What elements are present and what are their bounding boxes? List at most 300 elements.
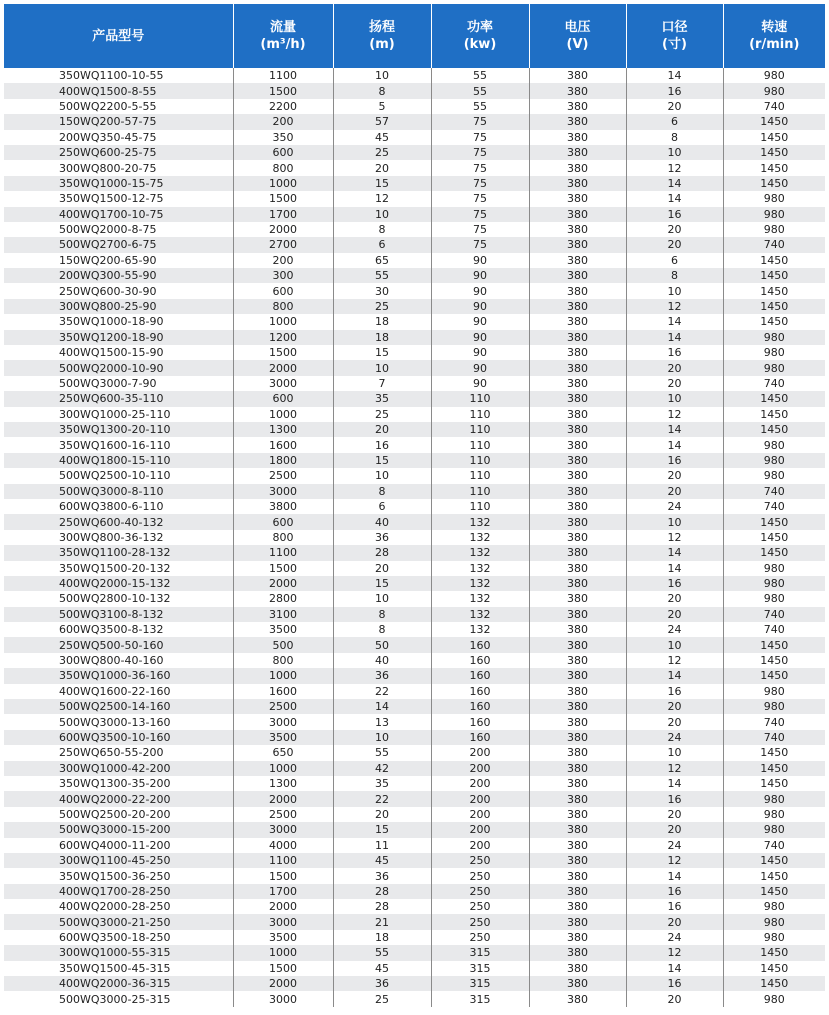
cell-head: 8 bbox=[333, 622, 431, 637]
cell-voltage: 380 bbox=[529, 160, 626, 175]
cell-head: 25 bbox=[333, 991, 431, 1006]
cell-caliber: 14 bbox=[626, 868, 723, 883]
cell-head: 21 bbox=[333, 914, 431, 929]
cell-caliber: 14 bbox=[626, 191, 723, 206]
cell-speed: 1450 bbox=[723, 422, 825, 437]
cell-flow: 3000 bbox=[233, 991, 333, 1006]
cell-flow: 1000 bbox=[233, 945, 333, 960]
cell-voltage: 380 bbox=[529, 930, 626, 945]
cell-flow: 300 bbox=[233, 268, 333, 283]
table-row bbox=[4, 622, 825, 637]
cell-power: 75 bbox=[431, 114, 529, 129]
cell-power: 90 bbox=[431, 283, 529, 298]
cell-caliber: 24 bbox=[626, 730, 723, 745]
cell-flow: 4000 bbox=[233, 838, 333, 853]
cell-power: 160 bbox=[431, 699, 529, 714]
cell-head: 20 bbox=[333, 160, 431, 175]
cell-model: 250WQ650-55-200 bbox=[4, 745, 233, 760]
cell-caliber: 12 bbox=[626, 761, 723, 776]
cell-flow: 800 bbox=[233, 160, 333, 175]
cell-model: 350WQ1000-15-75 bbox=[4, 176, 233, 191]
cell-head: 36 bbox=[333, 976, 431, 991]
cell-model: 400WQ1800-15-110 bbox=[4, 453, 233, 468]
cell-voltage: 380 bbox=[529, 745, 626, 760]
table-row bbox=[4, 468, 825, 483]
pump-spec-table bbox=[4, 4, 825, 1007]
cell-caliber: 10 bbox=[626, 637, 723, 652]
cell-speed: 980 bbox=[723, 330, 825, 345]
cell-speed: 980 bbox=[723, 591, 825, 606]
header-caliber-unit: (寸) bbox=[662, 37, 687, 52]
cell-caliber: 20 bbox=[626, 360, 723, 375]
cell-head: 10 bbox=[333, 591, 431, 606]
cell-model: 350WQ1000-36-160 bbox=[4, 668, 233, 683]
cell-speed: 1450 bbox=[723, 668, 825, 683]
cell-voltage: 380 bbox=[529, 237, 626, 252]
header-row bbox=[4, 4, 825, 68]
table-row bbox=[4, 360, 825, 375]
cell-caliber: 20 bbox=[626, 607, 723, 622]
cell-power: 90 bbox=[431, 330, 529, 345]
cell-voltage: 380 bbox=[529, 114, 626, 129]
cell-flow: 1700 bbox=[233, 207, 333, 222]
cell-head: 36 bbox=[333, 530, 431, 545]
cell-model: 500WQ3000-21-250 bbox=[4, 914, 233, 929]
cell-voltage: 380 bbox=[529, 868, 626, 883]
header-voltage-unit: (V) bbox=[566, 37, 589, 52]
cell-caliber: 10 bbox=[626, 391, 723, 406]
cell-voltage: 380 bbox=[529, 314, 626, 329]
cell-model: 500WQ3000-8-110 bbox=[4, 484, 233, 499]
cell-voltage: 380 bbox=[529, 991, 626, 1006]
cell-head: 28 bbox=[333, 899, 431, 914]
table-row bbox=[4, 899, 825, 914]
cell-power: 132 bbox=[431, 576, 529, 591]
cell-speed: 980 bbox=[723, 791, 825, 806]
table-row bbox=[4, 745, 825, 760]
table-row bbox=[4, 253, 825, 268]
cell-voltage: 380 bbox=[529, 176, 626, 191]
cell-power: 250 bbox=[431, 868, 529, 883]
cell-flow: 3500 bbox=[233, 730, 333, 745]
cell-speed: 980 bbox=[723, 807, 825, 822]
cell-speed: 1450 bbox=[723, 868, 825, 883]
cell-head: 15 bbox=[333, 176, 431, 191]
cell-head: 6 bbox=[333, 237, 431, 252]
cell-power: 90 bbox=[431, 314, 529, 329]
cell-caliber: 20 bbox=[626, 991, 723, 1006]
header-head bbox=[333, 4, 431, 68]
cell-head: 10 bbox=[333, 730, 431, 745]
cell-speed: 1450 bbox=[723, 637, 825, 652]
cell-power: 90 bbox=[431, 253, 529, 268]
cell-model: 400WQ1700-28-250 bbox=[4, 884, 233, 899]
table-row bbox=[4, 376, 825, 391]
cell-voltage: 380 bbox=[529, 437, 626, 452]
cell-power: 160 bbox=[431, 714, 529, 729]
cell-caliber: 16 bbox=[626, 576, 723, 591]
cell-speed: 740 bbox=[723, 499, 825, 514]
cell-power: 315 bbox=[431, 976, 529, 991]
cell-flow: 600 bbox=[233, 283, 333, 298]
cell-voltage: 380 bbox=[529, 130, 626, 145]
cell-power: 132 bbox=[431, 607, 529, 622]
table-row bbox=[4, 868, 825, 883]
cell-power: 110 bbox=[431, 422, 529, 437]
cell-head: 8 bbox=[333, 83, 431, 98]
cell-model: 300WQ1000-42-200 bbox=[4, 761, 233, 776]
table-row bbox=[4, 530, 825, 545]
cell-flow: 3000 bbox=[233, 914, 333, 929]
cell-flow: 1500 bbox=[233, 345, 333, 360]
cell-speed: 980 bbox=[723, 822, 825, 837]
cell-power: 132 bbox=[431, 514, 529, 529]
cell-head: 6 bbox=[333, 499, 431, 514]
table-row bbox=[4, 607, 825, 622]
cell-voltage: 380 bbox=[529, 283, 626, 298]
cell-head: 5 bbox=[333, 99, 431, 114]
table-row bbox=[4, 545, 825, 560]
cell-caliber: 6 bbox=[626, 253, 723, 268]
table-row bbox=[4, 130, 825, 145]
cell-voltage: 380 bbox=[529, 668, 626, 683]
cell-flow: 2000 bbox=[233, 360, 333, 375]
cell-model: 350WQ1500-12-75 bbox=[4, 191, 233, 206]
cell-power: 110 bbox=[431, 484, 529, 499]
table-row bbox=[4, 699, 825, 714]
table-row bbox=[4, 314, 825, 329]
cell-caliber: 24 bbox=[626, 622, 723, 637]
cell-speed: 980 bbox=[723, 684, 825, 699]
cell-flow: 3800 bbox=[233, 499, 333, 514]
cell-head: 13 bbox=[333, 714, 431, 729]
table-row bbox=[4, 914, 825, 929]
header-caliber bbox=[626, 4, 723, 68]
table-row bbox=[4, 68, 825, 83]
table-row bbox=[4, 207, 825, 222]
cell-caliber: 14 bbox=[626, 545, 723, 560]
cell-model: 500WQ3000-25-315 bbox=[4, 991, 233, 1006]
cell-model: 500WQ2000-10-90 bbox=[4, 360, 233, 375]
cell-power: 75 bbox=[431, 145, 529, 160]
cell-power: 160 bbox=[431, 637, 529, 652]
cell-caliber: 14 bbox=[626, 561, 723, 576]
cell-flow: 1500 bbox=[233, 868, 333, 883]
table-row bbox=[4, 684, 825, 699]
cell-head: 30 bbox=[333, 283, 431, 298]
table-row bbox=[4, 514, 825, 529]
cell-speed: 1450 bbox=[723, 253, 825, 268]
cell-flow: 200 bbox=[233, 114, 333, 129]
cell-caliber: 20 bbox=[626, 591, 723, 606]
cell-voltage: 380 bbox=[529, 607, 626, 622]
cell-power: 55 bbox=[431, 99, 529, 114]
table-row bbox=[4, 114, 825, 129]
cell-caliber: 12 bbox=[626, 853, 723, 868]
table-row bbox=[4, 853, 825, 868]
table-row bbox=[4, 807, 825, 822]
cell-head: 10 bbox=[333, 468, 431, 483]
cell-power: 75 bbox=[431, 160, 529, 175]
cell-model: 500WQ3000-7-90 bbox=[4, 376, 233, 391]
cell-voltage: 380 bbox=[529, 884, 626, 899]
table-row bbox=[4, 191, 825, 206]
cell-head: 15 bbox=[333, 345, 431, 360]
cell-model: 500WQ2500-10-110 bbox=[4, 468, 233, 483]
cell-caliber: 10 bbox=[626, 283, 723, 298]
cell-power: 315 bbox=[431, 961, 529, 976]
table-row bbox=[4, 637, 825, 652]
cell-model: 600WQ4000-11-200 bbox=[4, 838, 233, 853]
cell-flow: 3000 bbox=[233, 822, 333, 837]
cell-caliber: 20 bbox=[626, 807, 723, 822]
cell-speed: 1450 bbox=[723, 776, 825, 791]
cell-voltage: 380 bbox=[529, 637, 626, 652]
cell-power: 75 bbox=[431, 176, 529, 191]
cell-speed: 980 bbox=[723, 191, 825, 206]
cell-power: 200 bbox=[431, 776, 529, 791]
cell-model: 400WQ1600-22-160 bbox=[4, 684, 233, 699]
cell-flow: 2500 bbox=[233, 699, 333, 714]
cell-caliber: 20 bbox=[626, 699, 723, 714]
cell-flow: 1200 bbox=[233, 330, 333, 345]
cell-voltage: 380 bbox=[529, 207, 626, 222]
cell-model: 150WQ200-57-75 bbox=[4, 114, 233, 129]
cell-speed: 1450 bbox=[723, 945, 825, 960]
cell-model: 600WQ3500-10-160 bbox=[4, 730, 233, 745]
header-caliber-label: 口径 bbox=[661, 20, 688, 35]
cell-flow: 800 bbox=[233, 653, 333, 668]
table-row bbox=[4, 730, 825, 745]
cell-speed: 1450 bbox=[723, 299, 825, 314]
cell-model: 250WQ600-30-90 bbox=[4, 283, 233, 298]
cell-caliber: 8 bbox=[626, 268, 723, 283]
cell-head: 20 bbox=[333, 807, 431, 822]
cell-head: 42 bbox=[333, 761, 431, 776]
table-row bbox=[4, 884, 825, 899]
cell-caliber: 20 bbox=[626, 822, 723, 837]
cell-caliber: 24 bbox=[626, 838, 723, 853]
cell-voltage: 380 bbox=[529, 299, 626, 314]
cell-head: 15 bbox=[333, 576, 431, 591]
cell-flow: 1000 bbox=[233, 314, 333, 329]
cell-flow: 1500 bbox=[233, 961, 333, 976]
cell-power: 75 bbox=[431, 222, 529, 237]
cell-model: 500WQ2500-14-160 bbox=[4, 699, 233, 714]
table-row bbox=[4, 945, 825, 960]
cell-model: 300WQ800-40-160 bbox=[4, 653, 233, 668]
cell-voltage: 380 bbox=[529, 253, 626, 268]
cell-voltage: 380 bbox=[529, 330, 626, 345]
cell-power: 200 bbox=[431, 807, 529, 822]
cell-model: 300WQ800-20-75 bbox=[4, 160, 233, 175]
cell-head: 65 bbox=[333, 253, 431, 268]
cell-speed: 1450 bbox=[723, 314, 825, 329]
cell-caliber: 14 bbox=[626, 176, 723, 191]
cell-voltage: 380 bbox=[529, 360, 626, 375]
cell-caliber: 20 bbox=[626, 468, 723, 483]
cell-model: 500WQ2000-8-75 bbox=[4, 222, 233, 237]
cell-head: 7 bbox=[333, 376, 431, 391]
cell-head: 45 bbox=[333, 961, 431, 976]
cell-voltage: 380 bbox=[529, 791, 626, 806]
cell-voltage: 380 bbox=[529, 853, 626, 868]
header-flow bbox=[233, 4, 333, 68]
pump-spec-table-container bbox=[4, 4, 825, 1007]
cell-voltage: 380 bbox=[529, 99, 626, 114]
cell-flow: 2000 bbox=[233, 791, 333, 806]
cell-voltage: 380 bbox=[529, 145, 626, 160]
table-row bbox=[4, 176, 825, 191]
table-row bbox=[4, 961, 825, 976]
cell-head: 15 bbox=[333, 822, 431, 837]
cell-speed: 1450 bbox=[723, 407, 825, 422]
cell-model: 500WQ3000-15-200 bbox=[4, 822, 233, 837]
cell-head: 8 bbox=[333, 607, 431, 622]
table-header bbox=[4, 4, 825, 68]
cell-voltage: 380 bbox=[529, 976, 626, 991]
cell-voltage: 380 bbox=[529, 407, 626, 422]
cell-speed: 740 bbox=[723, 714, 825, 729]
cell-voltage: 380 bbox=[529, 530, 626, 545]
cell-head: 57 bbox=[333, 114, 431, 129]
cell-power: 132 bbox=[431, 545, 529, 560]
cell-speed: 980 bbox=[723, 345, 825, 360]
cell-voltage: 380 bbox=[529, 268, 626, 283]
cell-power: 90 bbox=[431, 299, 529, 314]
cell-caliber: 14 bbox=[626, 68, 723, 83]
cell-head: 55 bbox=[333, 745, 431, 760]
cell-flow: 1000 bbox=[233, 407, 333, 422]
cell-caliber: 16 bbox=[626, 207, 723, 222]
cell-flow: 500 bbox=[233, 637, 333, 652]
table-row bbox=[4, 791, 825, 806]
cell-flow: 600 bbox=[233, 145, 333, 160]
cell-caliber: 16 bbox=[626, 345, 723, 360]
cell-model: 400WQ1500-8-55 bbox=[4, 83, 233, 98]
table-row bbox=[4, 561, 825, 576]
cell-model: 400WQ2000-36-315 bbox=[4, 976, 233, 991]
cell-speed: 1450 bbox=[723, 530, 825, 545]
cell-speed: 1450 bbox=[723, 514, 825, 529]
cell-model: 350WQ1300-20-110 bbox=[4, 422, 233, 437]
cell-model: 200WQ300-55-90 bbox=[4, 268, 233, 283]
cell-power: 250 bbox=[431, 930, 529, 945]
cell-model: 500WQ3100-8-132 bbox=[4, 607, 233, 622]
cell-head: 16 bbox=[333, 437, 431, 452]
cell-voltage: 380 bbox=[529, 422, 626, 437]
cell-power: 55 bbox=[431, 68, 529, 83]
table-row bbox=[4, 330, 825, 345]
cell-model: 500WQ2800-10-132 bbox=[4, 591, 233, 606]
cell-speed: 980 bbox=[723, 576, 825, 591]
cell-head: 36 bbox=[333, 868, 431, 883]
table-row bbox=[4, 345, 825, 360]
cell-voltage: 380 bbox=[529, 345, 626, 360]
cell-power: 160 bbox=[431, 653, 529, 668]
cell-flow: 3500 bbox=[233, 930, 333, 945]
header-voltage-label: 电压 bbox=[564, 20, 591, 35]
cell-flow: 1000 bbox=[233, 761, 333, 776]
cell-flow: 1000 bbox=[233, 176, 333, 191]
table-row bbox=[4, 407, 825, 422]
table-row bbox=[4, 222, 825, 237]
cell-head: 45 bbox=[333, 130, 431, 145]
cell-model: 350WQ1300-35-200 bbox=[4, 776, 233, 791]
cell-model: 300WQ800-36-132 bbox=[4, 530, 233, 545]
cell-voltage: 380 bbox=[529, 545, 626, 560]
cell-model: 600WQ3500-18-250 bbox=[4, 930, 233, 945]
cell-speed: 740 bbox=[723, 99, 825, 114]
cell-model: 600WQ3800-6-110 bbox=[4, 499, 233, 514]
cell-power: 110 bbox=[431, 499, 529, 514]
table-row bbox=[4, 991, 825, 1006]
cell-head: 10 bbox=[333, 68, 431, 83]
cell-caliber: 10 bbox=[626, 745, 723, 760]
cell-voltage: 380 bbox=[529, 68, 626, 83]
cell-power: 90 bbox=[431, 345, 529, 360]
cell-speed: 1450 bbox=[723, 961, 825, 976]
cell-head: 10 bbox=[333, 360, 431, 375]
cell-flow: 3000 bbox=[233, 484, 333, 499]
cell-caliber: 20 bbox=[626, 376, 723, 391]
cell-model: 350WQ1200-18-90 bbox=[4, 330, 233, 345]
cell-head: 11 bbox=[333, 838, 431, 853]
cell-head: 12 bbox=[333, 191, 431, 206]
cell-flow: 2200 bbox=[233, 99, 333, 114]
cell-flow: 1500 bbox=[233, 191, 333, 206]
cell-voltage: 380 bbox=[529, 453, 626, 468]
cell-caliber: 16 bbox=[626, 83, 723, 98]
cell-power: 160 bbox=[431, 684, 529, 699]
cell-power: 132 bbox=[431, 591, 529, 606]
header-speed bbox=[723, 4, 825, 68]
cell-speed: 740 bbox=[723, 622, 825, 637]
cell-flow: 200 bbox=[233, 253, 333, 268]
cell-speed: 740 bbox=[723, 376, 825, 391]
table-row bbox=[4, 145, 825, 160]
cell-model: 300WQ1000-55-315 bbox=[4, 945, 233, 960]
cell-model: 350WQ1500-45-315 bbox=[4, 961, 233, 976]
cell-model: 400WQ2000-15-132 bbox=[4, 576, 233, 591]
cell-model: 350WQ1100-28-132 bbox=[4, 545, 233, 560]
cell-power: 200 bbox=[431, 791, 529, 806]
header-power bbox=[431, 4, 529, 68]
cell-caliber: 20 bbox=[626, 99, 723, 114]
cell-speed: 1450 bbox=[723, 145, 825, 160]
cell-caliber: 20 bbox=[626, 222, 723, 237]
cell-power: 200 bbox=[431, 745, 529, 760]
table-row bbox=[4, 299, 825, 314]
cell-caliber: 20 bbox=[626, 914, 723, 929]
cell-head: 20 bbox=[333, 561, 431, 576]
table-row bbox=[4, 714, 825, 729]
table-row bbox=[4, 268, 825, 283]
cell-model: 350WQ1000-18-90 bbox=[4, 314, 233, 329]
cell-flow: 800 bbox=[233, 299, 333, 314]
cell-head: 18 bbox=[333, 314, 431, 329]
cell-head: 55 bbox=[333, 268, 431, 283]
header-speed-unit: (r/min) bbox=[749, 37, 800, 52]
cell-caliber: 16 bbox=[626, 976, 723, 991]
header-model-label: 产品型号 bbox=[92, 28, 145, 44]
cell-speed: 740 bbox=[723, 484, 825, 499]
table-row bbox=[4, 591, 825, 606]
cell-speed: 980 bbox=[723, 468, 825, 483]
cell-caliber: 8 bbox=[626, 130, 723, 145]
table-row bbox=[4, 822, 825, 837]
cell-model: 250WQ600-25-75 bbox=[4, 145, 233, 160]
